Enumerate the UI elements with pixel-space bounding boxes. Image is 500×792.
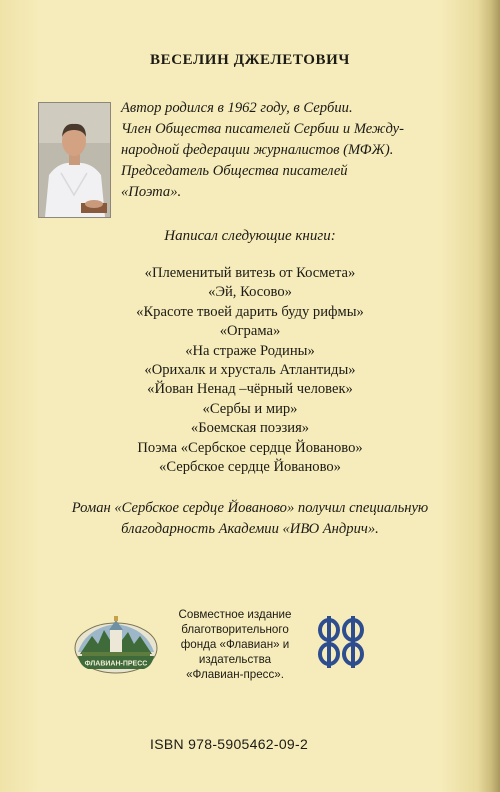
award-note — [0, 498, 500, 540]
isbn: ISBN 978-5905462-09-2 — [150, 736, 309, 752]
book-title: Поэма «Сербское сердце Йованово» — [137, 439, 363, 456]
flavian-press-logo — [74, 614, 158, 674]
book-title: «Сербское сердце Йованово» — [159, 459, 341, 476]
book-title: «Йован Ненад –чёрный человек» — [147, 381, 353, 398]
book-title: «Орихалк и хрусталь Атлантиды» — [144, 362, 356, 379]
author-bio — [121, 98, 466, 203]
author-photo — [38, 102, 111, 218]
publisher-line: фонда «Флавиан» и — [180, 638, 290, 651]
book-title: «Ограма» — [219, 323, 281, 340]
author-name: ВЕСЕЛИН ДЖЕЛЕТОВИЧ — [149, 52, 350, 68]
publisher-line: Совместное издание — [178, 608, 292, 621]
book-title: «На страже Родины» — [185, 342, 315, 359]
flavian-fund-logo — [305, 612, 375, 672]
fund-logo-text: ФФ — [305, 612, 307, 613]
bio-line: Член Общества писателей Сербии и Между- — [121, 121, 404, 137]
book-title: «Сербы и мир» — [202, 400, 298, 417]
books-heading: Написал следующие книги: — [164, 228, 336, 244]
bio-line: Автор родился в 1962 году, в Сербии. — [121, 100, 353, 116]
bio-line: Председатель Общества писателей — [121, 163, 348, 179]
publisher-line: издательства — [198, 653, 272, 666]
award-note-line: Роман «Сербское сердце Йованово» получил специальную — [71, 500, 429, 516]
book-list — [0, 264, 500, 477]
bio-line: «Поэта». — [121, 184, 182, 200]
bio-line: народной федерации журналистов (МФЖ). — [121, 142, 394, 158]
book-title: «Боемская поэзия» — [190, 420, 310, 437]
publisher-logo-text: ФЛАВИАН-ПРЕСС — [84, 660, 148, 668]
publisher-info — [166, 607, 304, 682]
award-note-line: благодарность Академии «ИВО Андрич». — [121, 521, 379, 537]
book-title: «Племенитый витезь от Космета» — [144, 265, 356, 281]
publisher-line: благотворительного — [181, 623, 289, 636]
publisher-line: «Флавиан-пресс». — [186, 668, 284, 681]
book-title: «Красоте твоей дарить буду рифмы» — [136, 303, 364, 320]
book-title: «Эй, Косово» — [208, 284, 292, 301]
